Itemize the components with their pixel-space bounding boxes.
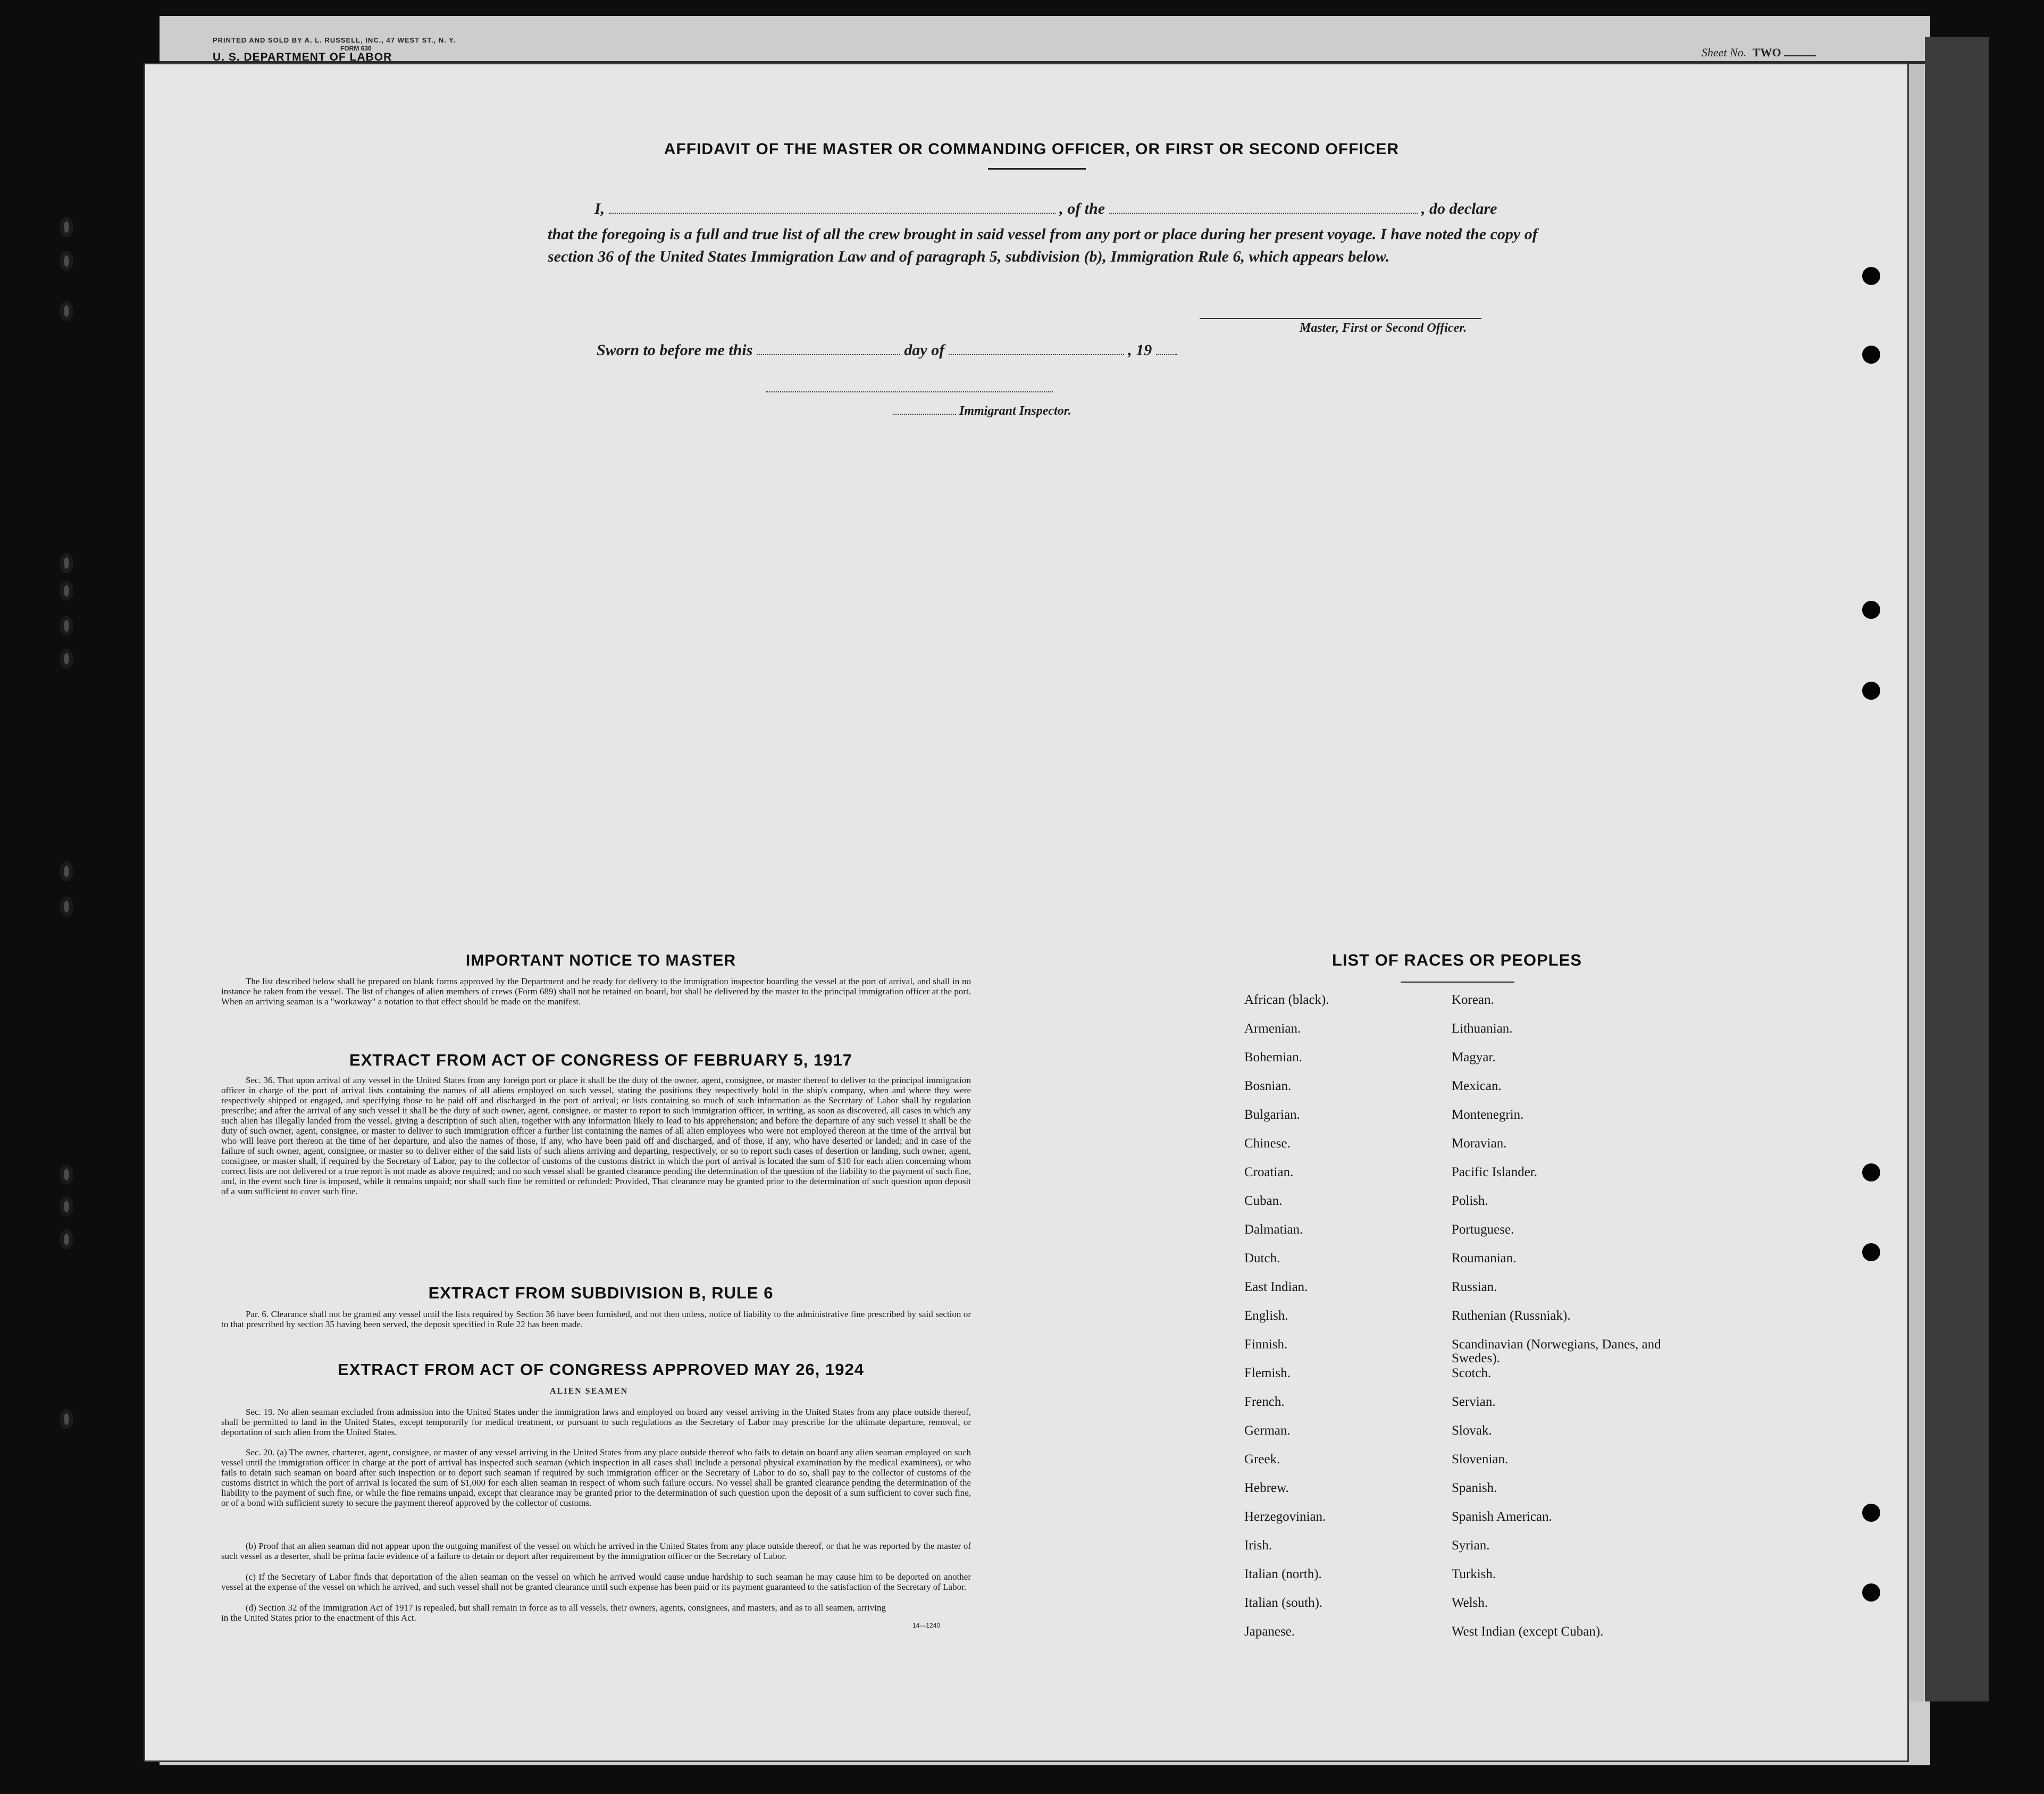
extract-1917-title: EXTRACT FROM ACT OF CONGRESS OF FEBRUARY 5, 1917: [349, 1051, 852, 1069]
vessel-name-field[interactable]: [1109, 213, 1418, 214]
races-title-rule: [1401, 982, 1514, 983]
day-of-label: day of: [904, 341, 945, 359]
extract-rule6-text: Par. 6. Clearance shall not be granted any vessel until the lists required by Section 36 have been furnished, and not then unless, notice of liability to the administrative fine prescribed by said section or to that prescribed by section 35 having been served, the deposit specified in Rule 22 has been made.: [221, 1309, 971, 1329]
sworn-label: Sworn to before me this: [597, 341, 753, 359]
extract-1924-sec20d: (d) Section 32 of the Immigration Act of 1917 is repealed, but shall remain in force as to all vessels, their owners, agents, consignees, and masters, and as to all seamen, arriving in the United States prior to the enactment of this Act.: [221, 1603, 886, 1623]
race-item: Mexican.: [1452, 1079, 1502, 1093]
race-item: Croatian.: [1244, 1165, 1294, 1179]
race-item: Korean.: [1452, 993, 1494, 1007]
sworn-line: [597, 341, 1177, 359]
race-item: Slovenian.: [1452, 1452, 1509, 1466]
affidavit-body: that the foregoing is a full and true list of all the crew brought in said vessel from any port or place during her present voyage. I have noted the copy of section 36 of the United States Immigration Law and of paragraph 5, subdivision (b), Immigration Rule 6, which appears below.: [548, 225, 1538, 265]
of-the-label: , of the: [1059, 200, 1105, 217]
sworn-month-field[interactable]: [949, 354, 1124, 355]
extract-rule6-title: EXTRACT FROM SUBDIVISION B, RULE 6: [428, 1284, 774, 1302]
binder-ring: [60, 861, 73, 882]
race-item: Italian (south).: [1244, 1596, 1323, 1610]
extract-1924-sec19: Sec. 19. No alien seaman excluded from admission into the United States under the immigration laws and employed on board any vessel arriving in the United States from any place outside thereof, shall be permitted to land in the United States, except temporarily for medical treatment, or pursuant to such regulations as the Secretary of Labor may prescribe for the ultimate departure, removal, or deportation of such alien from the United States.: [221, 1407, 971, 1437]
race-item: Scotch.: [1452, 1366, 1492, 1380]
race-item: Scandinavian (Norwegians, Danes, and Swedes).: [1452, 1337, 1661, 1365]
sheet-number: [1702, 46, 1816, 60]
race-item: Spanish American.: [1452, 1510, 1552, 1524]
extract-1924-sec20b: (b) Proof that an alien seaman did not appear upon the outgoing manifest of the vessel on which he arrived in the United States from any place outside thereof, or that he was reported by the master of such vessel as a deserter, shall be prima facie evidence of a failure to detain or deport after requirement by the immigration officer or the Secretary of Labor.: [221, 1541, 971, 1561]
binder-ring: [60, 217, 73, 237]
master-signature-caption: Master, First or Second Officer.: [1300, 321, 1467, 335]
inspector-name-field[interactable]: [893, 414, 956, 415]
binder-ring: [60, 1164, 73, 1185]
race-item: Italian (north).: [1244, 1567, 1322, 1581]
race-item: Greek.: [1244, 1452, 1280, 1466]
race-item: Hebrew.: [1244, 1481, 1289, 1495]
punch-hole: [1862, 1504, 1880, 1522]
race-item: Bosnian.: [1244, 1079, 1292, 1093]
binder-ring: [60, 1229, 73, 1250]
sworn-day-field[interactable]: [757, 354, 900, 355]
binder-edge: [1925, 37, 1989, 1701]
race-item: Montenegrin.: [1452, 1108, 1524, 1122]
race-item: Japanese.: [1244, 1624, 1295, 1639]
race-item: French.: [1244, 1395, 1285, 1409]
race-item: Magyar.: [1452, 1050, 1496, 1064]
do-declare-label: , do declare: [1421, 200, 1497, 217]
binder-ring: [60, 581, 73, 601]
race-item: Slovak.: [1452, 1423, 1492, 1438]
race-item: West Indian (except Cuban).: [1452, 1624, 1604, 1639]
race-item: Finnish.: [1244, 1337, 1288, 1352]
race-item: Servian.: [1452, 1395, 1496, 1409]
inspector-caption-text: Immigrant Inspector.: [959, 404, 1071, 418]
races-title: LIST OF RACES OR PEOPLES: [1331, 951, 1582, 969]
extract-1924-title: EXTRACT FROM ACT OF CONGRESS APPROVED MAY 26, 1924: [338, 1360, 864, 1379]
punch-hole: [1862, 682, 1880, 700]
punch-hole: [1862, 1243, 1880, 1261]
sheet-value: TWO: [1752, 46, 1781, 59]
department-name: U. S. DEPARTMENT OF LABOR: [213, 51, 392, 63]
binder-ring: [60, 553, 73, 573]
race-item: German.: [1244, 1423, 1291, 1438]
race-item: Chinese.: [1244, 1136, 1291, 1151]
binder-ring: [60, 896, 73, 917]
form-code: 14—1240: [912, 1622, 941, 1629]
race-item: Dalmatian.: [1244, 1222, 1303, 1237]
form-number: FORM 630: [340, 45, 372, 52]
extract-1917-text: Sec. 36. That upon arrival of any vessel in the United States from any foreign port or place it shall be the duty of the owner, agent, consignee, or master thereof to deliver to the principal immigration officer in charge of the port of arrival lists containing the names of all aliens employed on such vessel, stating the positions they respectively hold in the ship's company, when and where they were respectively shipped or engaged, and specifying those to be paid off and discharged in the port of arrival; or lists containing so much of such information as the Secretary of Labor shall by regulation prescribe; and after the arrival of any such vessel it shall be the duty of such owner, agent, consignee, or master to report to such immigration officer, in writing, as soon as discovered, all cases in which any such alien has illegally landed from the vessel, giving a description of such alien, together with any information likely to lead to his apprehension; and before the departure of any such vessel it shall be the duty of such owner, agent, consignee, or master to deliver to such immigration officer a further list containing the names of all alien employees who were not employed thereon at the time of the arrival but who will leave port thereon at the time of her departure, and also the names of those, if any, who have been paid off and discharged, and of those, if any, who have deserted or landed; and in case of the failure of such owner, agent, consignee, or master so to deliver either of the said lists of such aliens arriving and departing, respectively, or so to report such cases of desertion or landing, such owner, agent, consignee, or master shall, if required by the Secretary of Labor, pay to the collector of customs of the customs district in which the port of arrival is located the sum of $10 for each alien concerning whom correct lists are not delivered or a true report is not made as above required; and no such vessel shall be granted clearance pending the determination of the question of the liability to the payment of such fine, and, in the event such fine is imposed, while it remains unpaid; nor shall such fine be remitted or refunded: Provided, That clearance may be granted prior to the determination of such question upon deposit of a sum sufficient to cover such fine.: [221, 1075, 971, 1196]
race-item: Welsh.: [1452, 1596, 1488, 1610]
race-item: Lithuanian.: [1452, 1021, 1513, 1036]
races-list: [1244, 993, 1680, 1654]
race-item: Pacific Islander.: [1452, 1165, 1538, 1179]
race-item: Dutch.: [1244, 1251, 1280, 1265]
race-item: Irish.: [1244, 1538, 1272, 1553]
race-item: Turkish.: [1452, 1567, 1496, 1581]
punch-hole: [1862, 346, 1880, 364]
notice-text: The list described below shall be prepared on blank forms approved by the Department and be ready for delivery to the immigration inspector boarding the vessel at the port of arrival, and shall in no instance be taken from the vessel. The list of changes of alien members of crews (Form 689) shall not be retained on board, but shall be delivered by the master to the principal immigration officer at the port. When an arriving seaman is a "workaway" a notation to that effect should be made on the manifest.: [221, 976, 971, 1007]
race-item: Moravian.: [1452, 1136, 1507, 1151]
binder-ring: [60, 251, 73, 271]
i-label: I,: [594, 200, 605, 217]
page-edge: [1909, 64, 1924, 1701]
punch-hole: [1862, 267, 1880, 285]
printer-line: PRINTED AND SOLD BY A. L. RUSSELL, INC., 47 WEST ST., N. Y.: [213, 36, 456, 44]
race-item: Polish.: [1452, 1194, 1488, 1208]
extract-1924-subtitle: ALIEN SEAMEN: [550, 1387, 629, 1396]
race-item: Portuguese.: [1452, 1222, 1514, 1237]
race-item: Flemish.: [1244, 1366, 1291, 1380]
race-item: African (black).: [1244, 993, 1329, 1007]
punch-hole: [1862, 1583, 1880, 1602]
binder-ring: [60, 649, 73, 669]
race-item: Bohemian.: [1244, 1050, 1303, 1064]
year-label: , 19: [1128, 341, 1152, 359]
affidavit-first-line: [594, 200, 1497, 218]
race-item: Syrian.: [1452, 1538, 1490, 1553]
race-item: Bulgarian.: [1244, 1108, 1300, 1122]
punch-hole: [1862, 1163, 1880, 1181]
inspector-signature-line[interactable]: [766, 391, 1053, 392]
race-item: Cuban.: [1244, 1194, 1283, 1208]
binder-ring: [60, 1409, 73, 1429]
race-item: Russian.: [1452, 1280, 1497, 1294]
race-item: Ruthenian (Russniak).: [1452, 1309, 1571, 1323]
master-name-field[interactable]: [609, 213, 1055, 214]
inspector-signature-caption: [893, 404, 1071, 418]
race-item: Spanish.: [1452, 1481, 1497, 1495]
race-item: East Indian.: [1244, 1280, 1308, 1294]
race-item: Herzegovinian.: [1244, 1510, 1326, 1524]
sheet-label: Sheet No.: [1702, 46, 1747, 59]
sheet-rule: [1784, 55, 1816, 56]
race-item: Armenian.: [1244, 1021, 1301, 1036]
master-signature-line[interactable]: [1200, 318, 1481, 319]
extract-1924-sec20a: Sec. 20. (a) The owner, charterer, agent, consignee, or master of any vessel arriving in the United States from any place outside thereof who fails to detain on board any alien seaman employed on such vessel until the immigration officer in charge at the port of arrival has inspected such seaman (which inspection in all cases shall include a personal physical examination by the medical examiners), or who fails to detain such seaman on board after such inspection or to deport such seaman if required by such immigration officer or the Secretary of Labor to do so, shall pay to the collector of customs of the customs district in which the port of arrival is located the sum of $1,000 for each alien seaman in respect of whom such failure occurs. No vessel shall be granted clearance pending the determination of the liability to the payment of such fine, or while the fine remains unpaid, except that clearance may be granted prior to the determination of such question upon the deposit of a sum sufficient to cover such fine, or of a bond with sufficient surety to secure the payment thereof approved by the collector of customs.: [221, 1447, 971, 1508]
race-item: Roumanian.: [1452, 1251, 1517, 1265]
binder-ring: [60, 1196, 73, 1217]
affidavit-title-rule: [988, 168, 1086, 170]
binder-ring: [60, 616, 73, 636]
affidavit-title: AFFIDAVIT OF THE MASTER OR COMMANDING OFFICER, OR FIRST OR SECOND OFFICER: [664, 140, 1400, 158]
punch-hole: [1862, 601, 1880, 619]
notice-title: IMPORTANT NOTICE TO MASTER: [465, 952, 736, 969]
race-item: English.: [1244, 1309, 1288, 1323]
sworn-year-field[interactable]: [1156, 354, 1177, 355]
extract-1924-sec20c: (c) If the Secretary of Labor finds that deportation of the alien seaman on the vessel on which he arrived would cause undue hardship to such seaman he may cause him to be deported on another vessel at the expense of the vessel on which he arrived, and such vessel shall not be granted clearance until such expense has been paid or its payment guaranteed to the satisfaction of the Secretary of Labor.: [221, 1572, 971, 1592]
binder-ring: [60, 301, 73, 321]
